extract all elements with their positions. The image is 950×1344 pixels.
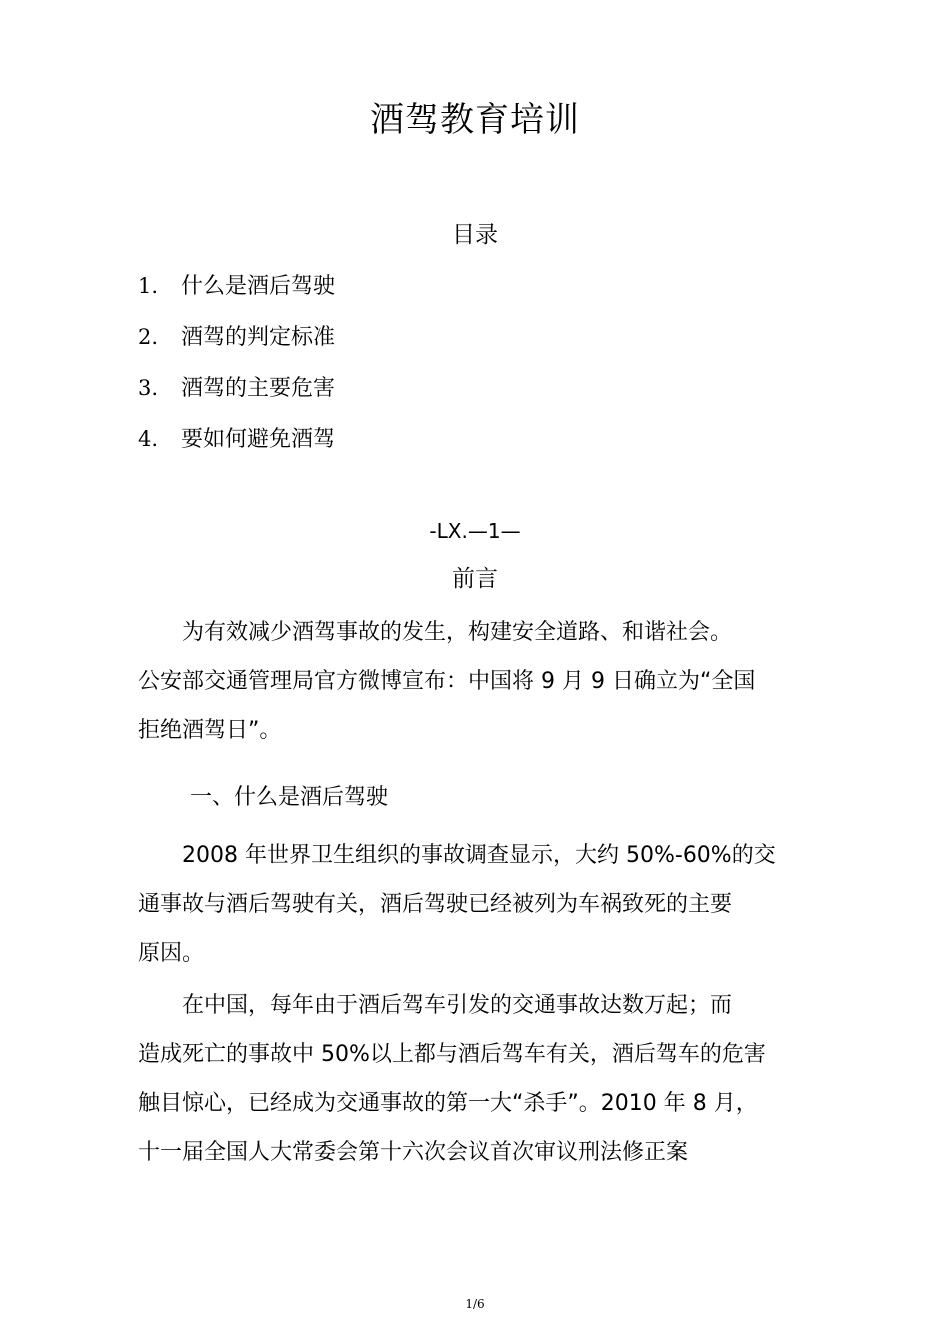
toc-item-number: 3. [138, 376, 159, 400]
page-marker: -LX.—1— [429, 519, 521, 543]
toc-item [138, 269, 838, 320]
body-paragraph: 2008 年世界卫生组织的事故调查显示，大约 50%-60%的交 通事故与酒后驾驶有关，酒后驾驶已经被列为车祸致死的主要 原因。 [138, 843, 776, 966]
toc-item [138, 422, 838, 473]
toc-item-number: 2. [138, 325, 159, 349]
page-number: 1/6 [465, 1297, 485, 1311]
body-paragraph: 在中国，每年由于酒后驾车引发的交通事故达数万起；而 造成死亡的事故中 50%以上都与酒后驾车有关，酒后驾车的危害 触目惊心，已经成为交通事故的第一大“杀手”。2010 年 8 月， 十一届全国人大常委会第十六次会议首次审议刑法修正案 [138, 993, 766, 1165]
section-heading: 一、什么是酒后驾驶 [190, 785, 389, 810]
toc-item [138, 320, 838, 371]
table-of-contents [138, 269, 838, 473]
document-title: 酒驾教育培训 [370, 100, 580, 140]
toc-item-number: 4. [138, 427, 159, 451]
toc-item-label: 酒驾的主要危害 [181, 376, 336, 401]
toc-item-label: 什么是酒后驾驶 [181, 274, 336, 299]
toc-item-number: 1. [138, 274, 159, 298]
toc-heading: 目录 [452, 222, 498, 248]
preface-paragraph: 为有效减少酒驾事故的发生，构建安全道路、和谐社会。 公安部交通管理局官方微博宣布：中国将 9 月 9 日确立为“全国 拒绝酒驾日”。 [138, 620, 756, 743]
preface-heading: 前言 [452, 566, 498, 592]
toc-item-label: 酒驾的判定标准 [181, 325, 336, 350]
toc-item [138, 371, 838, 422]
toc-item-label: 要如何避免酒驾 [181, 427, 336, 452]
